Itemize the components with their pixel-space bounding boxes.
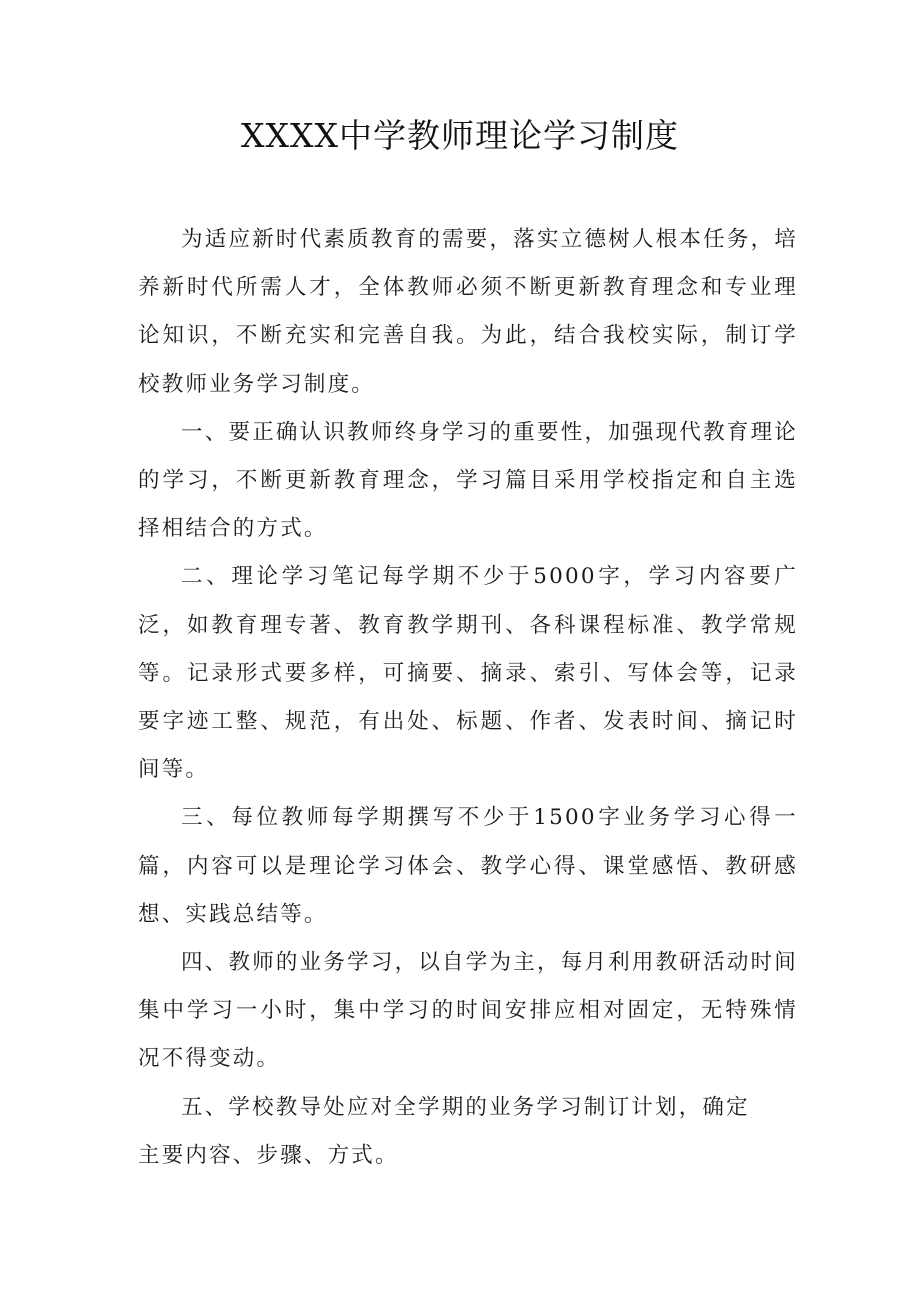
paragraph-intro: 为适应新时代素质教育的需要，落实立德树人根本任务，培养新时代所需人才，全体教师必须不断更新教育理念和专业理论知识，不断充实和完善自我。为此，结合我校实际，制订学校教师业务学习制度。 — [138, 227, 798, 397]
paragraph-item-5: 五、学校教导处应对全学期的业务学习制订计划，确定 — [181, 1094, 750, 1120]
document-body — [138, 216, 798, 1180]
paragraph-item-4: 四、教师的业务学习，以自学为主，每月利用教研活动时间集中学习一小时，集中学习的时间安排应相对固定，无特殊情况不得变动。 — [138, 950, 798, 1072]
paragraph-item-5-continued: 主要内容、步骤、方式。 — [138, 1142, 399, 1168]
document-title: XXXX中学教师理论学习制度 — [241, 116, 679, 155]
paragraph-item-3: 三、每位教师每学期撰写不少于1500字业务学习心得一篇，内容可以是理论学习体会、教学心得、课堂感悟、教研感想、实践总结等。 — [138, 805, 798, 927]
paragraph-item-2: 二、理论学习笔记每学期不少于5000字，学习内容要广泛，如教育理专著、教育教学期刊、各科课程标准、教学常规等。记录形式要多样，可摘要、摘录、索引、写体会等，记录要字迹工整、规范，有出处、标题、作者、发表时间、摘记时间等。 — [138, 564, 798, 783]
paragraph-item-1: 一、要正确认识教师终身学习的重要性，加强现代教育理论的学习，不断更新教育理念，学习篇目采用学校指定和自主选择相结合的方式。 — [138, 419, 798, 542]
